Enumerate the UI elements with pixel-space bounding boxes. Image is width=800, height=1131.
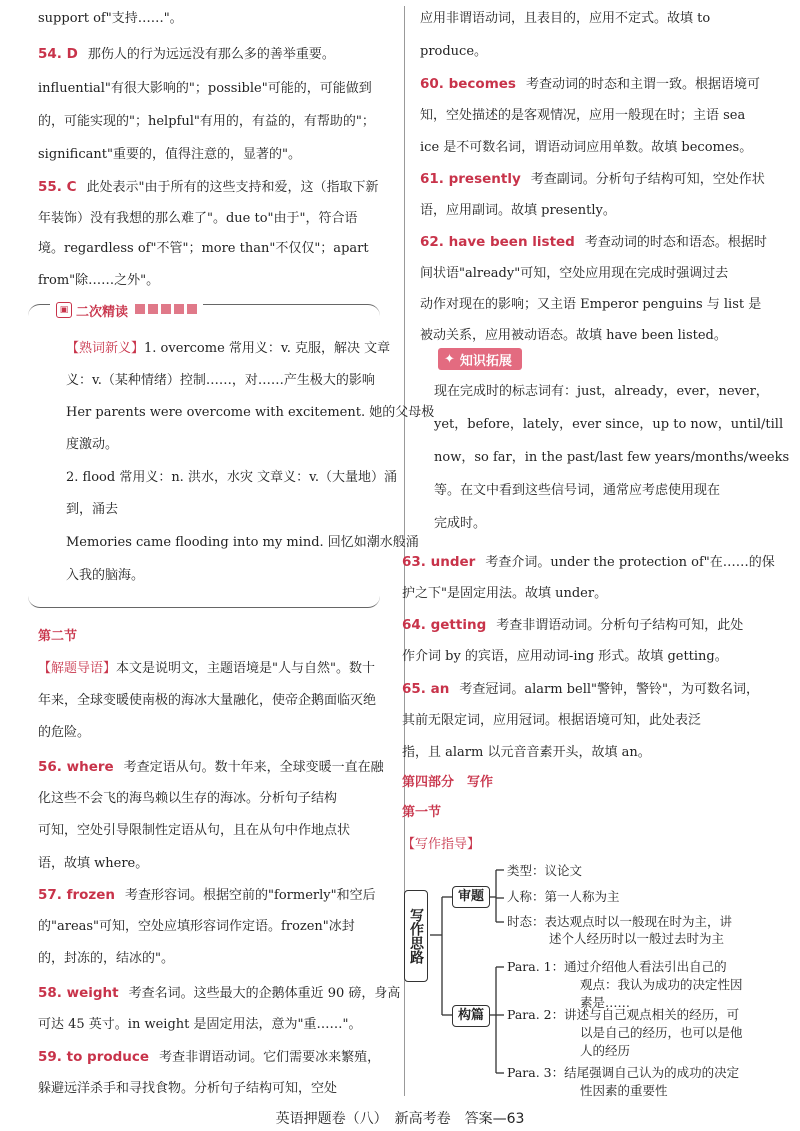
text-line: 2. flood 常用义：n. 洪水，水灾 文章义：v.（大量地）涌 <box>66 470 398 485</box>
part-heading: 第四部分 写作 <box>402 775 494 790</box>
answer-62 <box>420 233 767 252</box>
text-line: 语，故填 where。 <box>38 856 149 871</box>
text-line: from"除……之外"。 <box>38 273 160 288</box>
text-line: 考查名词。这些最大的企鹅体重近 90 磅，身高 <box>128 986 401 1001</box>
mindmap-root: 写作思路 <box>404 890 428 982</box>
answer-65 <box>402 680 759 699</box>
knowledge-badge <box>438 348 522 370</box>
text-line: 入我的脑海。 <box>66 568 145 583</box>
text-line: 度激动。 <box>66 437 119 452</box>
mindmap-node-goupian: 构篇 <box>452 1005 490 1027</box>
text-line: 间状语"already"可知，空处应用现在完成时强调过去 <box>420 266 729 281</box>
answer-number: 61. presently <box>420 171 521 187</box>
decorative-dots <box>132 303 197 318</box>
text-line: 完成时。 <box>434 516 487 531</box>
answer-59 <box>38 1048 380 1067</box>
text-line: significant"重要的，值得注意的，显著的"。 <box>38 147 301 162</box>
text-line: support of"支持……"。 <box>38 11 183 26</box>
text-line: 考查非谓语动词。分析句子结构可知，此处 <box>496 618 744 633</box>
text-line: Her parents were overcome with excitement. 她的父母极 <box>66 405 435 420</box>
text-line: 其前无限定词，应用冠词。根据语境可知，此处表泛 <box>402 713 702 728</box>
guide-tag: 【解题导语】 <box>38 661 117 676</box>
answer-57 <box>38 886 376 905</box>
text-line: ice 是不可数名词，谓语动词应用单数。故填 becomes。 <box>420 140 753 155</box>
answer-number: 59. to produce <box>38 1049 150 1065</box>
text-line: 考查形容词。根据空前的"formerly"和空后 <box>125 888 376 903</box>
text-line: 考查定语从句。数十年来，全球变暖一直在融 <box>123 760 384 775</box>
text-line: 等。在文中看到这些信号词，通常应考虑使用现在 <box>434 483 721 498</box>
text-line: 动作对现在的影响；又主语 Emperor penguins 与 list 是 <box>420 297 762 312</box>
text-line: 的"areas"可知，空处应填形容词作定语。frozen"冰封 <box>38 919 355 934</box>
answer-54 <box>38 45 335 64</box>
answer-number: 54. D <box>38 46 78 62</box>
writing-tag: 【写作指导】 <box>402 837 481 852</box>
text-line: 应用非谓语动词，且表目的，应用不定式。故填 to <box>420 11 711 26</box>
mindmap-leaf: Para. 1：通过介绍他人看法引出自己的 <box>507 959 727 974</box>
text-line: Memories came flooding into my mind. 回忆如潮水般涌 <box>66 535 419 550</box>
text-line: 语，应用副词。故填 presently。 <box>420 203 616 218</box>
text-line: 被动关系，应用被动语态。故填 have been listed。 <box>420 328 727 343</box>
mindmap-leaf: 以是自己的经历，也可以是他 <box>580 1025 743 1040</box>
text-line: 那伤人的行为远远没有那么多的善举重要。 <box>87 47 335 62</box>
text-line: 考查动词的时态和语态。根据时 <box>584 235 767 250</box>
answer-58 <box>38 984 400 1003</box>
text-line: 知，空处描述的是客观情况，应用一般现在时；主语 sea <box>420 108 746 123</box>
answer-number: 57. frozen <box>38 887 116 903</box>
text-line: 此处表示"由于所有的这些支持和爱，这（指取下新 <box>86 180 379 195</box>
answer-number: 55. C <box>38 179 77 195</box>
sparkle-icon: ✦ <box>444 351 455 367</box>
answer-number: 58. weight <box>38 985 119 1001</box>
mindmap-leaf: Para. 3：结尾强调自己认为的成功的决定 <box>507 1065 740 1080</box>
mindmap-leaf: 述个人经历时以一般过去时为主 <box>549 931 725 946</box>
mindmap-leaf: 性因素的重要性 <box>580 1083 668 1098</box>
book-icon: ▣ <box>56 302 72 318</box>
mindmap-leaf: Para. 2：讲述与自己观点相关的经历，可 <box>507 1007 740 1022</box>
text-line: 年装饰）没有我想的那么难了"。due to"由于"，符合语 <box>38 211 358 226</box>
text-span: 本文是说明文，主题语境是"人与自然"。数十 <box>116 661 375 676</box>
text-line: 护之下"是固定用法。故填 under。 <box>402 586 608 601</box>
knowledge-title: 知识拓展 <box>459 353 512 369</box>
answer-64 <box>402 616 743 635</box>
answer-55 <box>38 178 379 197</box>
answer-number: 65. an <box>402 681 450 697</box>
text-line: 的，可能实现的"；helpful"有用的，有益的，有帮助的"； <box>38 114 375 129</box>
reread-badge <box>50 299 203 321</box>
text-line: 作介词 by 的宾语，应用动词-ing 形式。故填 getting。 <box>402 649 728 664</box>
text-line: 考查介词。under the protection of"在……的保 <box>485 555 775 570</box>
text-line: 到，涌去 <box>66 502 119 517</box>
text-line: 考查动词的时态和主谓一致。根据语境可 <box>525 77 760 92</box>
text-line: 的，封冻的，结冰的"。 <box>38 951 174 966</box>
text-line: 躲避远洋杀手和寻找食物。分析句子结构可知，空处 <box>38 1081 338 1096</box>
text-line: yet，before，lately，ever since，up to now，until/till <box>434 417 784 432</box>
text-line: 现在完成时的标志词有：just，already，ever，never， <box>434 384 769 399</box>
text-line: 可知，空处引导限制性定语从句，且在从句中作地点状 <box>38 823 351 838</box>
text-line: 考查冠词。alarm bell"警钟，警铃"，为可数名词， <box>459 682 759 697</box>
mindmap-leaf: 人称：第一人称为主 <box>507 889 620 904</box>
page-footer: 英语押题卷（八） 新高考卷 答案—63 <box>275 1111 525 1127</box>
mindmap-leaf: 素是…… <box>580 995 631 1010</box>
text-line <box>66 340 390 358</box>
answer-number: 63. under <box>402 554 476 570</box>
section-heading: 第二节 <box>38 629 78 644</box>
text-line: produce。 <box>420 44 488 59</box>
answer-number: 56. where <box>38 759 114 775</box>
text-line: 境。regardless of"不管"；more than"不仅仅"；apart <box>38 241 369 256</box>
text-line: 考查副词。分析句子结构可知，空处作状 <box>530 172 765 187</box>
answer-63 <box>402 553 775 572</box>
mindmap-node-shenti: 审题 <box>452 886 490 908</box>
mindmap-leaf: 类型：议论文 <box>507 863 583 878</box>
text-line: 义：v.（某种情绪）控制……，对……产生极大的影响 <box>66 373 375 388</box>
mindmap-leaf: 观点：我认为成功的决定性因 <box>580 977 743 992</box>
text-line: 可达 45 英寸。in weight 是固定用法，意为"重……"。 <box>38 1017 362 1032</box>
text-line: 指，且 alarm 以元音音素开头，故填 an。 <box>402 745 651 760</box>
answer-61 <box>420 170 765 189</box>
mindmap-leaf: 人的经历 <box>580 1043 631 1058</box>
reread-title: 二次精读 <box>76 304 129 320</box>
answer-number: 64. getting <box>402 617 487 633</box>
reread-box-bottom <box>28 595 380 608</box>
section-heading: 第一节 <box>402 805 442 820</box>
text-line: influential"有很大影响的"；possible"可能的，可能做到 <box>38 81 372 96</box>
text-line: 考查非谓语动词。它们需要冰来繁殖， <box>159 1050 381 1065</box>
answer-number: 60. becomes <box>420 76 516 92</box>
answer-60 <box>420 75 760 94</box>
text-line <box>38 660 375 678</box>
text-span: 1. overcome 常用义：v. 克服，解决 文章 <box>144 341 391 356</box>
text-line: 年来，全球变暖使南极的海冰大量融化，使帝企鹅面临灭绝 <box>38 693 377 708</box>
mindmap-leaf: 时态：表达观点时以一般现在时为主，讲 <box>507 914 733 929</box>
answer-56 <box>38 758 384 777</box>
vocab-tag: 【熟词新义】 <box>66 341 145 356</box>
text-line: 化这些不会飞的海鸟赖以生存的海冰。分析句子结构 <box>38 791 338 806</box>
answer-number: 62. have been listed <box>420 234 575 250</box>
text-line: 的危险。 <box>38 725 91 740</box>
text-line: now，so far，in the past/last few years/months/weeks <box>434 450 790 465</box>
